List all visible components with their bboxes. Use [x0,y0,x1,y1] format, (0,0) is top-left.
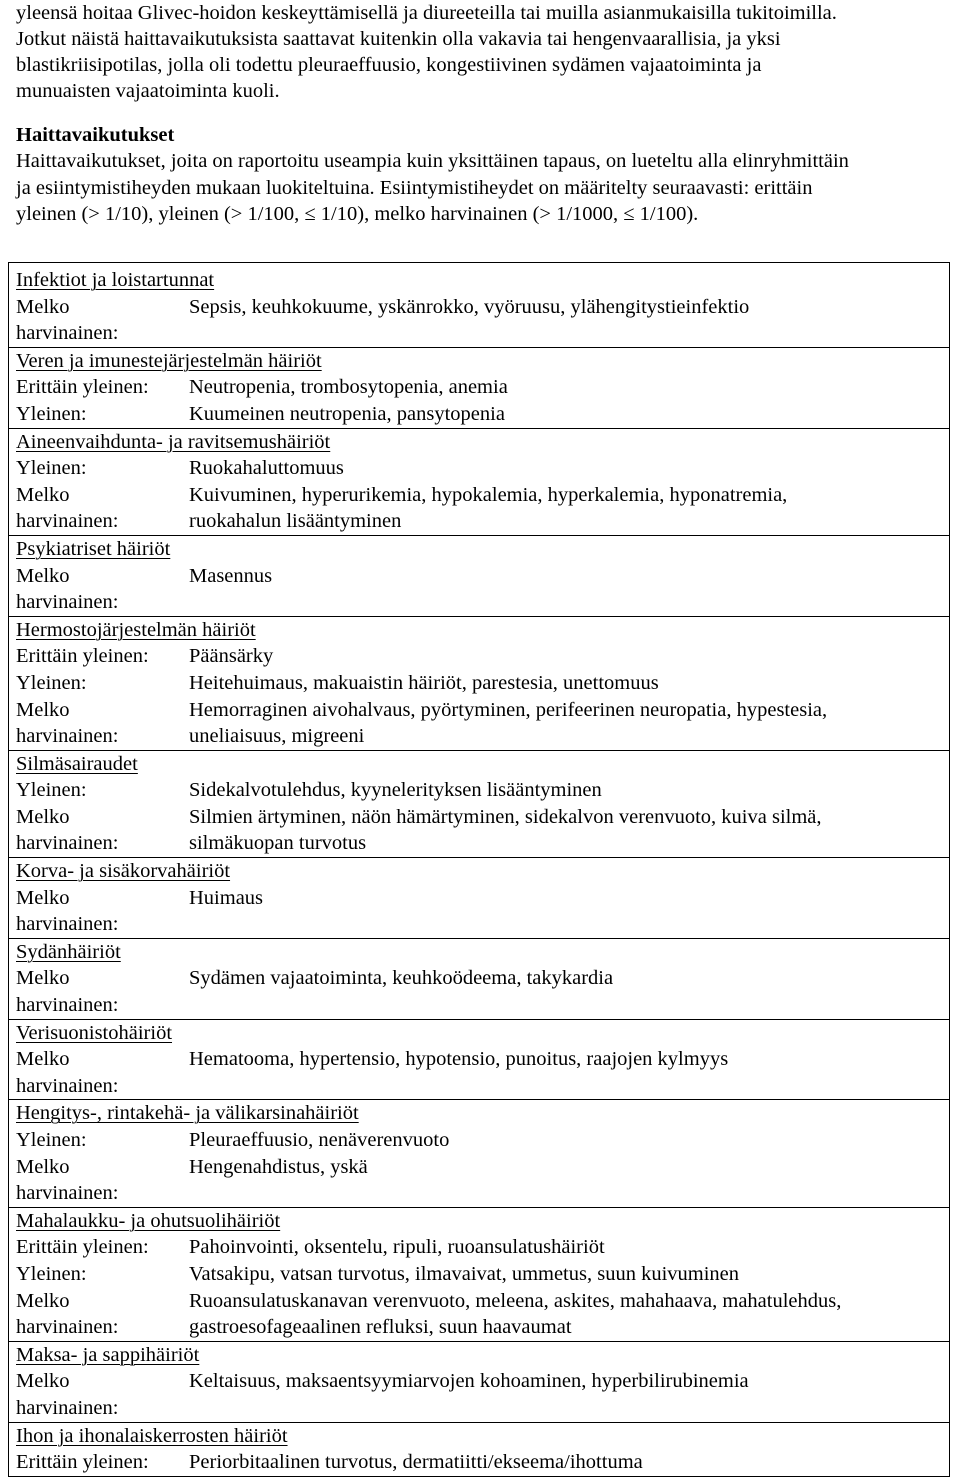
effects-list: Kuumeinen neutropenia, pansytopenia [189,402,505,425]
category-header [16,617,949,644]
category-header [16,1100,949,1127]
frequency-label: Yleinen: [16,671,87,694]
effect-row [16,1154,949,1207]
category-title: Mahalaukku- ja ohutsuolihäiriöt [16,1209,281,1232]
category-header [16,939,949,966]
effects-list: Hemorraginen aivohalvaus, pyörtyminen, perifeerinen neuropatia, hypestesia, uneliaisuus, migreeni [189,698,828,748]
description-paragraph [16,148,946,228]
frequency-label: Melko harvinainen: [16,1155,119,1205]
effect-row [16,1288,949,1341]
effect-row [16,643,949,670]
frequency-label: Melko harvinainen: [16,886,119,936]
effects-list: Pleuraeffuusio, nenäverenvuoto [189,1129,450,1151]
frequency-label: Erittäin yleinen: [16,1236,149,1259]
intro-line: blastikriisipotilas, jolla oli todettu pleuraeffuusio, kongestiivinen sydämen vajaatoiminta ja [16,54,762,76]
intro-line: Jotkut näistä haittavaikutuksista saattavat kuitenkin olla vakavia tai hengenvaarallisia, ja yksi [16,28,781,50]
category-title: Ihon ja ihonalaiskerrosten häiriöt [16,1424,288,1447]
effects-list: Kuivuminen, hyperurikemia, hypokalemia, hyperkalemia, hyponatremia, ruokahalun lisääntyminen [189,483,788,533]
frequency-label: Erittäin yleinen: [16,645,149,668]
category-header [16,267,949,294]
category-title: Hengitys-, rintakehä- ja välikarsinahäiriöt [16,1102,359,1125]
category-header [16,1342,949,1369]
effects-list: Huimaus [189,886,264,909]
effect-row [16,455,949,482]
frequency-label: Melko harvinainen: [16,1370,119,1419]
effect-row [16,965,949,1018]
category-header [16,1423,949,1450]
frequency-label: Yleinen: [16,457,87,480]
intro-line: yleensä hoitaa Glivec-hoidon keskeyttämisellä ja diureeteilla tai muilla asianmukaisilla tukitoimilla. [16,2,837,24]
frequency-label: Erittäin yleinen: [16,1451,149,1474]
frequency-label: Erittäin yleinen: [16,376,149,399]
category-header [16,1208,949,1235]
frequency-label: Yleinen: [16,1129,87,1151]
frequency-label: Melko harvinainen: [16,483,119,533]
frequency-label: Yleinen: [16,779,87,802]
category-header [16,348,949,375]
adverse-effects-table [8,262,950,1477]
document-page [16,0,946,228]
frequency-label: Melko harvinainen: [16,805,119,855]
effect-row [16,1261,949,1288]
frequency-label: Yleinen: [16,402,87,425]
description-line: yleinen (> 1/10), yleinen (> 1/100, ≤ 1/10), melko harvinainen (> 1/1000, ≤ 1/100). [16,203,699,225]
section-heading: Haittavaikutukset [16,124,175,146]
effect-row [16,1449,949,1476]
effect-row [16,1046,949,1099]
category-title: Maksa- ja sappihäiriöt [16,1343,200,1366]
category-header [16,1020,949,1047]
frequency-label: Melko harvinainen: [16,564,119,614]
category-title: Korva- ja sisäkorvahäiriöt [16,860,231,883]
category-title: Verisuonistohäiriöt [16,1021,173,1044]
effect-row [16,804,949,857]
effect-row [16,1368,949,1421]
category-title: Psykiatriset häiriöt [16,537,171,560]
effect-row [16,1234,949,1261]
effects-list: Masennus [189,564,273,587]
effects-list: Hengenahdistus, yskä [189,1155,368,1178]
effects-list: Vatsakipu, vatsan turvotus, ilmavaivat, ummetus, suun kuivuminen [189,1262,740,1285]
effect-row [16,777,949,804]
effect-row [16,1127,949,1154]
effect-row [16,401,949,428]
category-title: Veren ja imunestejärjestelmän häiriöt [16,349,322,372]
effect-row [16,670,949,697]
frequency-label: Melko harvinainen: [16,295,119,345]
category-title: Sydänhäiriöt [16,940,121,963]
effect-row [16,563,949,616]
effect-row [16,697,949,750]
effects-list: Päänsärky [189,645,274,668]
effects-list: Hematooma, hypertensio, hypotensio, punoitus, raajojen kylmyys [189,1048,729,1071]
category-header [16,429,949,456]
frequency-label: Yleinen: [16,1262,87,1285]
effects-list: Ruoansulatuskanavan verenvuoto, meleena, askites, mahahaava, mahatulehdus, gastroesofageaalinen refluksi, suun haavaumat [189,1289,842,1339]
frequency-label: Melko harvinainen: [16,1289,119,1339]
category-header [16,751,949,778]
description-line: ja esiintymistiheyden mukaan luokiteltuina. Esiintymistiheydet on määritelty seuraavasti: erittäin [16,176,813,199]
effects-list: Pahoinvointi, oksentelu, ripuli, ruoansulatushäiriöt [189,1236,605,1259]
category-title: Silmäsairaudet [16,752,138,775]
effects-list: Keltaisuus, maksaentsyymiarvojen kohoaminen, hyperbilirubinemia [189,1370,749,1393]
intro-paragraph [16,0,946,104]
effects-list: Silmien ärtyminen, näön hämärtyminen, sidekalvon verenvuoto, kuiva silmä, silmäkuopan turvotus [189,805,822,855]
effects-list: Sydämen vajaatoiminta, keuhkoödeema, takykardia [189,967,614,990]
effect-row [16,885,949,938]
intro-line: munuaisten vajaatoiminta kuoli. [16,80,280,102]
effects-list: Periorbitaalinen turvotus, dermatiitti/ekseema/ihottuma [189,1451,643,1474]
effect-row [16,374,949,401]
effects-list: Sidekalvotulehdus, kyynelerityksen lisääntyminen [189,779,602,802]
category-header [16,536,949,563]
category-header [16,858,949,885]
effects-list: Sepsis, keuhkokuume, yskänrokko, vyöruusu, ylähengitystieinfektio [189,295,750,318]
effect-row [16,294,949,347]
category-title: Aineenvaihdunta- ja ravitsemushäiriöt [16,430,331,453]
effects-list: Neutropenia, trombosytopenia, anemia [189,376,508,399]
effects-list: Heitehuimaus, makuaistin häiriöt, parestesia, unettomuus [189,671,659,694]
effects-list: Ruokahaluttomuus [189,457,344,480]
effect-row [16,482,949,535]
category-title: Infektiot ja loistartunnat [16,269,215,291]
frequency-label: Melko harvinainen: [16,698,119,748]
description-line: Haittavaikutukset, joita on raportoitu useampia kuin yksittäinen tapaus, on lueteltu alla elinryhmittäin [16,150,849,172]
category-title: Hermostojärjestelmän häiriöt [16,618,256,641]
frequency-label: Melko harvinainen: [16,967,119,1017]
frequency-label: Melko harvinainen: [16,1048,119,1097]
